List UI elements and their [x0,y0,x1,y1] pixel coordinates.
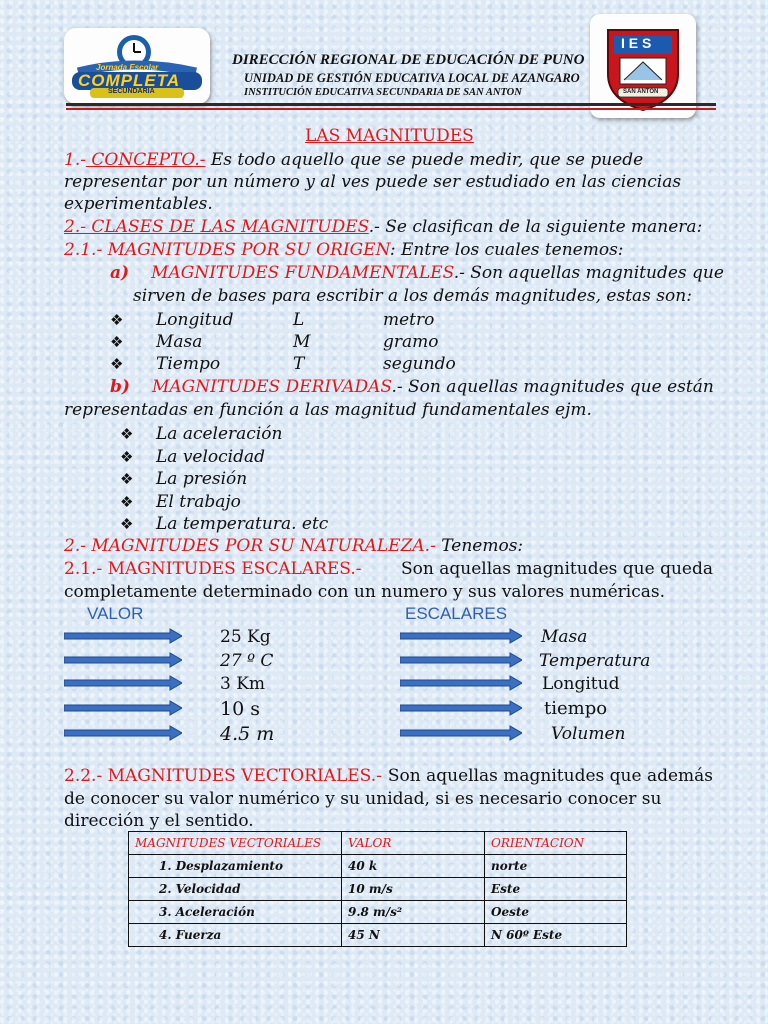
magnitude-symbol: L [293,310,305,330]
scalar-name: Temperatura [539,651,651,671]
col-escalares-heading: ESCALARES [405,604,508,623]
table-cell: N 60º Este [485,924,627,947]
fundamentales-text-2: sirven de bases para escribir a los demás magnitudes, estas son: [133,286,692,306]
table-cell: 2. Velocidad [129,878,342,901]
concept-text-1: Es todo aquello que se puede medir, que se puede [205,150,644,170]
scalar-value: 10 s [220,698,260,720]
naturaleza-label: 2.- MAGNITUDES POR SU NATURALEZA.- [64,536,436,556]
magnitude-name: Masa [156,332,203,352]
diamond-bullet-icon: ❖ [120,492,134,511]
diamond-bullet-icon: ❖ [120,470,134,488]
vectoriales-label: 2.2.- MAGNITUDES VECTORIALES.- [64,766,382,786]
right-arrow-icon [64,628,182,644]
logo-left-line3: SECUNDARIA [108,88,155,95]
fundamentales-marker: a) [110,263,130,283]
table-cell: 1. Desplazamiento [129,855,342,878]
scalar-value: 3 Km [220,674,266,694]
header-rule-red [66,108,716,110]
table-row [129,924,627,947]
right-arrow-icon [400,652,522,668]
logo-left-line1: Jornada Escolar [96,63,159,72]
table-cell: Oeste [485,901,627,924]
origen-line [64,240,624,260]
table-row [129,878,627,901]
table-header-row [129,832,627,855]
right-arrow-icon [64,725,182,741]
magnitude-symbol: T [293,354,305,374]
diamond-bullet-icon: ❖ [110,355,124,373]
table-header-cell: MAGNITUDES VECTORIALES [129,832,342,855]
naturaleza-line [64,536,523,556]
diamond-bullet-icon: ❖ [120,447,134,466]
scalar-value: 25 Kg [220,627,271,647]
derivadas-line-1 [110,377,714,397]
fundamentales-line-1 [110,263,724,283]
table-cell: Este [485,878,627,901]
vector-magnitudes-table [128,831,627,947]
diamond-bullet-icon: ❖ [110,311,124,329]
scalar-name: Masa [541,627,588,647]
derived-magnitude-item: La temperatura. etc [156,514,329,534]
header-line-1: DIRECCIÓN REGIONAL DE EDUCACIÓN DE PUNO [232,52,585,68]
vectoriales-line-1 [64,766,713,786]
escalares-text-2: completamente determinado con un numero y sus valores numéricas. [64,582,665,602]
magnitude-unit: segundo [383,354,456,374]
table-cell: norte [485,855,627,878]
derivadas-text-2: representadas en función a las magnitud fundamentales ejm. [64,400,592,420]
naturaleza-text: Tenemos: [435,536,524,556]
derivadas-text-1: .- Son aquellas magnitudes que están [391,377,714,397]
table-row [129,901,627,924]
header-line-3: INSTITUCIÓN EDUCATIVA SECUNDARIA DE SAN ANTON [244,87,522,98]
magnitude-name: Longitud [156,310,234,330]
table-header-cell: ORIENTACION [485,832,627,855]
clases-label: 2.- CLASES DE LAS MAGNITUDES [64,217,369,237]
concept-text-3: experimentables. [64,194,213,214]
right-arrow-icon [400,700,522,716]
magnitude-unit: gramo [383,332,439,352]
fundamentales-label: MAGNITUDES FUNDAMENTALES [151,263,454,283]
table-cell: 9.8 m/s² [342,901,485,924]
escalares-line-1 [64,559,713,579]
page-title: LAS MAGNITUDES [305,126,474,146]
clases-line [64,217,702,237]
concept-label: CONCEPTO.- [85,150,206,170]
magnitude-symbol: M [293,332,311,352]
table-cell: 4. Fuerza [129,924,342,947]
derived-magnitude-item: El trabajo [156,491,241,512]
concept-text-2: representar por un número y al ves puede ser estudiado en las ciencias [64,172,682,192]
table-cell: 40 k [342,855,485,878]
right-arrow-icon [400,628,522,644]
logo-left-line2: COMPLETA [78,71,181,90]
table-header-cell: VALOR [342,832,485,855]
origen-label: 2.1.- MAGNITUDES POR SU ORIGEN [64,240,390,260]
right-arrow-icon [64,700,182,716]
scalar-value: 27 º C [220,651,274,671]
crest-letters: I E S [621,35,652,51]
scalar-name: Volumen [551,724,626,744]
vectoriales-text-2: de conocer su valor numérico y su unidad, si es necesario conocer su [64,789,662,809]
table-cell: 10 m/s [342,878,485,901]
diamond-bullet-icon: ❖ [120,425,134,443]
table-row [129,855,627,878]
right-arrow-icon [64,675,182,691]
escalares-text-1: Son aquellas magnitudes que queda [401,559,713,579]
fundamentales-text-1: .- Son aquellas magnitudes que [453,263,724,283]
concept-number: 1.- [64,150,86,170]
diamond-bullet-icon: ❖ [110,333,124,351]
vectoriales-text-3: dirección y el sentido. [64,811,254,831]
scalar-name: tiempo [544,698,608,719]
derived-magnitude-item: La presión [156,469,248,489]
derived-magnitude-item: La aceleración [156,424,283,444]
scalar-name: Longitud [542,674,620,694]
header-line-2: UNIDAD DE GESTIÓN EDUCATIVA LOCAL DE AZANGARO [244,71,580,85]
magnitude-name: Tiempo [156,354,221,374]
right-arrow-icon [64,652,182,668]
col-valor-heading: VALOR [87,604,144,623]
vectoriales-text-1: Son aquellas magnitudes que además [387,766,713,786]
table-cell: 3. Aceleración [129,901,342,924]
concept-line-1 [64,150,643,170]
right-arrow-icon [400,675,522,691]
derived-magnitude-item: La velocidad [156,446,266,467]
origen-text: : Entre los cuales tenemos: [389,240,624,260]
jornada-escolar-logo [64,28,210,104]
diamond-bullet-icon: ❖ [120,515,134,533]
escalares-label: 2.1.- MAGNITUDES ESCALARES.- [64,559,362,579]
derivadas-label: MAGNITUDES DERIVADAS [151,377,392,397]
scalar-value: 4.5 m [220,723,275,745]
table-cell: 45 N [342,924,485,947]
derivadas-marker: b) [110,377,130,397]
right-arrow-icon [400,725,522,741]
magnitude-unit: metro [383,310,435,330]
clases-text: .- Se clasifican de la siguiente manera: [368,217,703,237]
header-rule-dark [66,103,716,106]
crest-motto: SAN ANTON [623,89,659,95]
